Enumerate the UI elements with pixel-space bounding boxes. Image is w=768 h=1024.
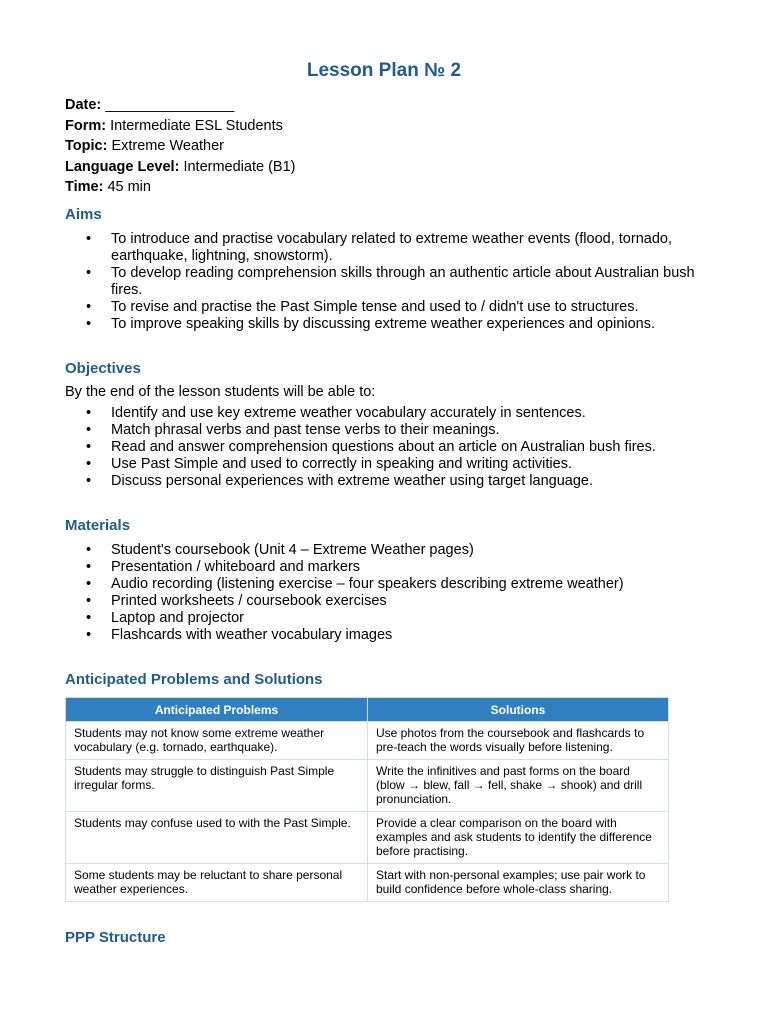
page-title: Lesson Plan № 2 xyxy=(306,60,462,81)
materials-list xyxy=(65,542,705,644)
list-item: • Read and answer comprehension questions about an article on Australian bush fires. xyxy=(65,439,705,456)
list-item: • To develop reading comprehension skills through an authentic article about Australian bush fires. xyxy=(65,265,705,299)
materials-heading: Materials xyxy=(65,517,131,534)
table-cell: Students may not know some extreme weather vocabulary (e.g. tornado, earthquake). xyxy=(66,722,368,760)
list-item: • Use Past Simple and used to correctly in speaking and writing activities. xyxy=(65,456,705,473)
list-item: • To improve speaking skills by discussing extreme weather experiences and opinions. xyxy=(65,316,705,333)
table-cell: Write the infinitives and past forms on the board (blow → blew, fall → fell, shake → shook) and drill pronunciation. xyxy=(368,760,669,812)
table-row xyxy=(66,864,669,902)
meta-value: 45 min xyxy=(103,179,151,195)
objectives-list xyxy=(65,405,705,490)
meta-form xyxy=(65,116,295,137)
meta-topic xyxy=(65,136,295,157)
objectives-heading: Objectives xyxy=(65,360,141,377)
table-row xyxy=(66,722,669,760)
meta-label: Date: xyxy=(65,97,102,113)
list-item: • To revise and practise the Past Simple tense and used to / didn't use to structures. xyxy=(65,299,705,316)
list-item: • Audio recording (listening exercise – four speakers describing extreme weather) xyxy=(65,576,705,593)
meta-label: Language Level: xyxy=(65,158,180,175)
meta-value: Intermediate ESL Students xyxy=(106,117,283,134)
list-item: • Match phrasal verbs and past tense verbs to their meanings. xyxy=(65,422,705,439)
table-row xyxy=(66,812,669,864)
problems-table xyxy=(65,697,669,902)
table-cell: Students may confuse used to with the Past Simple. xyxy=(66,812,368,864)
ppp-heading: PPP Structure xyxy=(65,929,166,946)
table-cell: Start with non-personal examples; use pair work to build confidence before whole-class sharing. xyxy=(368,864,669,902)
lesson-meta xyxy=(65,95,295,198)
table-cell: Use photos from the coursebook and flashcards to pre-teach the words visually before listening. xyxy=(368,722,669,760)
list-item: • Discuss personal experiences with extreme weather using target language. xyxy=(65,473,705,490)
list-item: • Printed worksheets / coursebook exercises xyxy=(65,593,705,610)
list-item: • Flashcards with weather vocabulary images xyxy=(65,627,705,644)
table-cell: Provide a clear comparison on the board with examples and ask students to identify the difference before practising. xyxy=(368,812,669,864)
meta-language-level xyxy=(65,157,295,178)
list-item: • To introduce and practise vocabulary related to extreme weather events (flood, tornado, earthquake, lightning, snowstorm). xyxy=(65,231,705,265)
meta-value: Extreme Weather xyxy=(107,138,225,154)
objectives-intro: By the end of the lesson students will be able to: xyxy=(65,384,376,400)
list-item: • Identify and use key extreme weather vocabulary accurately in sentences. xyxy=(65,405,705,422)
table-row xyxy=(66,760,669,812)
meta-label: Form: xyxy=(65,117,107,134)
aims-list xyxy=(65,231,705,333)
list-item: • Laptop and projector xyxy=(65,610,705,627)
column-header: Anticipated Problems xyxy=(66,698,368,722)
meta-label: Topic: xyxy=(65,138,108,154)
meta-value: Intermediate (B1) xyxy=(179,158,296,175)
list-item: • Presentation / whiteboard and markers xyxy=(65,559,705,576)
table-header-row xyxy=(66,698,669,722)
table-cell: Some students may be reluctant to share personal weather experiences. xyxy=(66,864,368,902)
aims-heading: Aims xyxy=(65,206,102,223)
meta-label: Time: xyxy=(65,179,104,195)
table-cell: Students may struggle to distinguish Past Simple irregular forms. xyxy=(66,760,368,812)
meta-value: ________________ xyxy=(101,97,235,113)
list-item: • Student's coursebook (Unit 4 – Extreme Weather pages) xyxy=(65,542,705,559)
column-header: Solutions xyxy=(368,698,669,722)
meta-date xyxy=(65,95,295,116)
meta-time xyxy=(65,177,295,198)
problems-heading: Anticipated Problems and Solutions xyxy=(65,671,323,688)
